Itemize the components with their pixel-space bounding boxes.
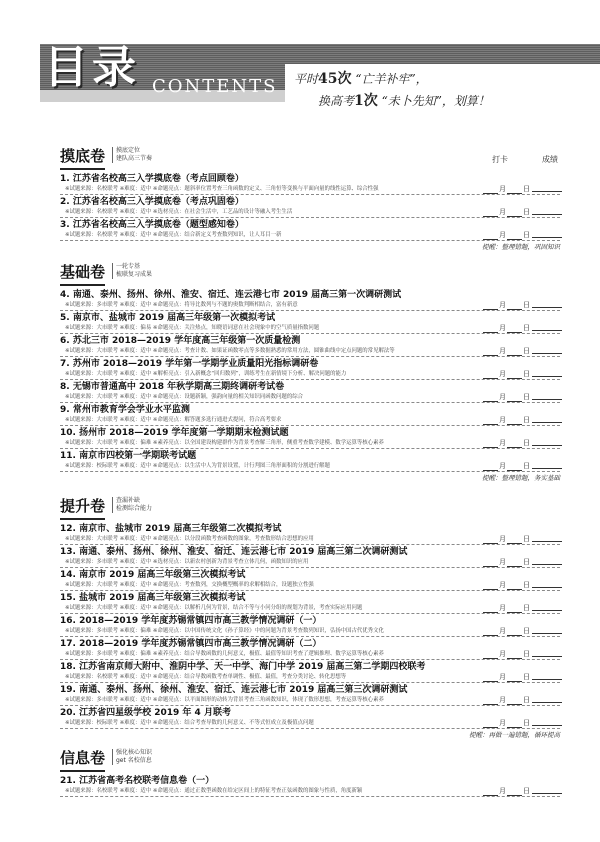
month-label: 月 bbox=[499, 581, 506, 589]
day-blank bbox=[507, 232, 522, 240]
paper-meta: ※试题来源：名校联考 ※难度：适中 ※命题亮点：题斜率位置考查三角函数的定义、三角恒等变换与平面向量的线性运算、综合性强 bbox=[65, 186, 379, 192]
paper-name: 南京市、盐城市 2019 届高三年级第一次模拟考试 bbox=[72, 313, 276, 323]
score-field[interactable] bbox=[532, 541, 562, 542]
list-item[interactable] bbox=[60, 311, 560, 334]
paper-number: 1 bbox=[60, 174, 67, 184]
section-subtitle-line-2: 梳联复习成果 bbox=[116, 271, 153, 278]
paper-number: 6 bbox=[60, 336, 67, 346]
section-header bbox=[60, 748, 560, 774]
punch-date-field[interactable] bbox=[482, 184, 530, 194]
paper-name: 江苏省名校高三入学摸底卷（考点回顾卷） bbox=[72, 174, 244, 184]
paper-name: 扬州市 2018—2019 学年度第一学期期末检测试题 bbox=[79, 428, 289, 438]
day-label: 日 bbox=[523, 604, 530, 612]
paper-title[interactable]: 20. 江苏省四星级学校 2019 年 4 月联考 bbox=[60, 708, 231, 718]
paper-meta: ※试题来源：大市联考 ※难度：适中 ※命题亮点：考查数列，交换概型概率的求解相结合，设题独立性强 bbox=[65, 582, 314, 588]
month-label: 月 bbox=[499, 416, 506, 424]
month-blank bbox=[483, 302, 498, 310]
month-label: 月 bbox=[499, 231, 506, 239]
section-tip bbox=[60, 241, 560, 253]
day-blank bbox=[507, 302, 522, 310]
punch-date-field[interactable] bbox=[482, 369, 530, 379]
paper-meta: ※试题来源：大市联考 ※难度：适中 ※命题亮点：以分段函数考查函数的图象，考查数形结合思想的应用 bbox=[65, 536, 314, 542]
paper-meta: ※试题来源：大市联考 ※难度：适中 ※命题亮点：解答题多选行通进式提问，符合高考要求 bbox=[65, 417, 282, 423]
month-blank bbox=[483, 417, 498, 425]
day-label: 日 bbox=[523, 581, 530, 589]
month-blank bbox=[483, 371, 498, 379]
month-blank bbox=[483, 536, 498, 544]
score-field[interactable] bbox=[532, 610, 562, 611]
score-field[interactable] bbox=[532, 702, 562, 703]
day-blank bbox=[507, 582, 522, 590]
paper-title[interactable]: 14. 南京市 2019 届高三年级第三次模拟考试 bbox=[60, 570, 246, 580]
paper-number: 13 bbox=[60, 547, 73, 557]
punch-date-field[interactable] bbox=[482, 415, 530, 425]
month-blank bbox=[483, 628, 498, 636]
paper-meta: ※试题来源：大市联考 ※难度：偏易 ※命题亮点：关注热点，知晓语词意在社会现象中的空气质量指数问题 bbox=[65, 325, 320, 331]
punch-date-field[interactable] bbox=[482, 580, 530, 590]
score-field[interactable] bbox=[532, 564, 562, 565]
paper-number: 15 bbox=[60, 593, 73, 603]
month-blank bbox=[483, 674, 498, 682]
score-field[interactable] bbox=[532, 330, 562, 331]
day-blank bbox=[507, 209, 522, 217]
score-field[interactable] bbox=[532, 445, 562, 446]
month-blank bbox=[483, 394, 498, 402]
paper-name: 常州市教育学会学业水平监测 bbox=[72, 405, 190, 415]
list-item[interactable] bbox=[60, 591, 560, 614]
section-tip-text: 提醒：整理错题，巩固知识 bbox=[482, 243, 560, 251]
day-label: 日 bbox=[523, 650, 530, 658]
paper-number: 2 bbox=[60, 197, 67, 207]
month-label: 月 bbox=[499, 393, 506, 401]
paper-title[interactable]: 3. 江苏省名校高三入学摸底卷（题型感知卷） bbox=[60, 220, 244, 230]
paper-name: 南通、泰州、扬州、徐州、淮安、宿迁、连云港七市 2019 届高三第二次调研测试 bbox=[79, 547, 408, 557]
section-subtitle-line-2: 检测综合能力 bbox=[116, 505, 153, 512]
day-label: 日 bbox=[523, 231, 530, 239]
section-tisheng bbox=[60, 496, 560, 741]
section-subtitle-line-2: get 名校信息 bbox=[116, 757, 152, 764]
day-blank bbox=[507, 325, 522, 333]
paper-number: 20 bbox=[60, 708, 73, 718]
day-label: 日 bbox=[523, 719, 530, 727]
day-label: 日 bbox=[523, 696, 530, 704]
paper-number: 4 bbox=[60, 290, 67, 300]
day-blank bbox=[507, 674, 522, 682]
paper-meta: ※试题来源：多市联考 ※难度：适中 ※选材亮点：以新农村创新为背景考查立体几何，函数知识的应用 bbox=[65, 559, 309, 565]
list-item[interactable] bbox=[60, 545, 560, 568]
score-field[interactable] bbox=[532, 468, 562, 469]
day-blank bbox=[507, 371, 522, 379]
list-item[interactable] bbox=[60, 774, 560, 797]
paper-number: 16 bbox=[60, 616, 73, 626]
paper-number: 3 bbox=[60, 220, 67, 230]
paper-meta: ※试题来源：多市联考 ※难度：适中 ※命题亮点：以平面图形的动转为背景考查三角函数知识，体现了数形思想，考查运算等核心素养 bbox=[65, 697, 384, 703]
score-field[interactable] bbox=[532, 191, 562, 192]
paper-title[interactable]: 16. 2018—2019 学年度苏锡常镇四市高三教学情况调研（一） bbox=[60, 616, 322, 626]
paper-meta: ※试题来源：名校联考 ※难度：适中 ※命题亮点：通过正数型函数在给定区间上的特征考查正弦函数的图象与性质，角度新颖 bbox=[65, 788, 363, 794]
paper-name: 南京市四校第一学期联考试题 bbox=[79, 451, 197, 461]
day-label: 日 bbox=[523, 535, 530, 543]
list-item[interactable] bbox=[60, 683, 560, 706]
section-subtitle-line-2: 建队高三节奏 bbox=[116, 155, 153, 162]
column-header-score: 成绩 bbox=[542, 155, 558, 164]
paper-name: 南通、泰州、扬州、徐州、淮安、宿迁、连云港七市 2019 届高三第三次调研测试 bbox=[79, 685, 408, 695]
paper-meta: ※试题来源：大市联考 ※难度：适中 ※命题亮点：考查计数、如果证函数零点等多数据熟悉的常用方法，圆锥曲线中定点问题的常见解法等 bbox=[65, 348, 395, 354]
month-label: 月 bbox=[499, 650, 506, 658]
punch-date-field[interactable] bbox=[482, 718, 530, 728]
month-blank bbox=[483, 582, 498, 590]
month-blank bbox=[483, 440, 498, 448]
month-label: 月 bbox=[499, 439, 506, 447]
score-field[interactable] bbox=[532, 376, 562, 377]
month-label: 月 bbox=[499, 535, 506, 543]
day-blank bbox=[507, 348, 522, 356]
day-label: 日 bbox=[523, 370, 530, 378]
day-label: 日 bbox=[523, 787, 530, 795]
month-blank bbox=[483, 697, 498, 705]
day-blank bbox=[507, 417, 522, 425]
month-label: 月 bbox=[499, 462, 506, 470]
paper-number: 8 bbox=[60, 382, 67, 392]
list-item[interactable] bbox=[60, 357, 560, 380]
punch-date-field[interactable] bbox=[482, 300, 530, 310]
day-label: 日 bbox=[523, 208, 530, 216]
month-label: 月 bbox=[499, 185, 506, 193]
list-item[interactable] bbox=[60, 568, 560, 591]
day-blank bbox=[507, 651, 522, 659]
score-field[interactable] bbox=[532, 237, 562, 238]
paper-title[interactable]: 18. 江苏省南京师大附中、淮阴中学、天一中学、海门中学 2019 届高三第二学期四校联考 bbox=[60, 662, 426, 672]
list-item[interactable] bbox=[60, 522, 560, 545]
column-header-punch: 打卡 bbox=[492, 155, 508, 164]
month-label: 月 bbox=[499, 627, 506, 635]
section-jichu bbox=[60, 262, 560, 484]
list-item[interactable] bbox=[60, 706, 560, 729]
section-header bbox=[60, 496, 560, 522]
section-tip-text: 提醒：整理错题，务实基础 bbox=[482, 474, 560, 482]
section-title: 信息卷 bbox=[60, 748, 105, 772]
list-item[interactable] bbox=[60, 288, 560, 311]
day-label: 日 bbox=[523, 185, 530, 193]
paper-title[interactable]: 7. 苏州市 2018—2019 学年第一学期学业质量阳光指标调研卷 bbox=[60, 359, 319, 369]
day-blank bbox=[507, 440, 522, 448]
paper-name: 江苏省四星级学校 2019 年 4 月联考 bbox=[79, 708, 231, 718]
month-label: 月 bbox=[499, 558, 506, 566]
paper-name: 江苏省名校高三入学摸底卷（题型感知卷） bbox=[72, 220, 244, 230]
day-blank bbox=[507, 697, 522, 705]
section-tip bbox=[60, 472, 560, 484]
page-title: 目录 bbox=[44, 42, 140, 93]
paper-number: 7 bbox=[60, 359, 67, 369]
paper-name: 南京市、盐城市 2019 届高三年级第二次模拟考试 bbox=[79, 524, 282, 534]
paper-title[interactable]: 1. 江苏省名校高三入学摸底卷（考点回顾卷） bbox=[60, 174, 244, 184]
paper-number: 18 bbox=[60, 662, 73, 672]
paper-name: 盐城市 2019 届高三年级第三次模拟考试 bbox=[79, 593, 246, 603]
score-field[interactable] bbox=[532, 679, 562, 680]
day-blank bbox=[507, 628, 522, 636]
paper-title[interactable]: 15. 盐城市 2019 届高三年级第三次模拟考试 bbox=[60, 593, 246, 603]
list-item[interactable] bbox=[60, 660, 560, 683]
section-xinxi bbox=[60, 748, 560, 797]
list-item[interactable] bbox=[60, 637, 560, 660]
month-blank bbox=[483, 232, 498, 240]
paper-title[interactable]: 13. 南通、泰州、扬州、徐州、淮安、宿迁、连云港七市 2019 届高三第二次调研测试 bbox=[60, 547, 408, 557]
paper-number: 17 bbox=[60, 639, 73, 649]
month-label: 月 bbox=[499, 324, 506, 332]
slogan-line-2: 换高考1次 “未卜先知”，划算！ bbox=[318, 93, 490, 109]
paper-title[interactable]: 19. 南通、泰州、扬州、徐州、淮安、宿迁、连云港七市 2019 届高三第三次调研测试 bbox=[60, 685, 408, 695]
section-subtitle-line-1: 查漏补缺 bbox=[116, 497, 141, 504]
paper-name: 无锡市普通高中 2018 年秋学期高三期终调研考试卷 bbox=[72, 382, 285, 392]
list-item[interactable] bbox=[60, 380, 560, 403]
score-field[interactable] bbox=[532, 399, 562, 400]
paper-number: 5 bbox=[60, 313, 67, 323]
list-item[interactable] bbox=[60, 218, 560, 241]
section-subtitle bbox=[112, 147, 152, 163]
day-label: 日 bbox=[523, 439, 530, 447]
punch-date-field[interactable] bbox=[482, 786, 530, 796]
paper-name: 南京市 2019 届高三年级第三次模拟考试 bbox=[79, 570, 246, 580]
paper-meta: ※试题来源：名校联考 ※难度：适中 ※命题亮点：结合新定义考查数列知识，让人耳目一新 bbox=[65, 232, 282, 238]
day-label: 日 bbox=[523, 393, 530, 401]
paper-number: 10 bbox=[60, 428, 73, 438]
day-label: 日 bbox=[523, 324, 530, 332]
paper-title[interactable]: 9. 常州市教育学会学业水平监测 bbox=[60, 405, 190, 415]
paper-name: 江苏省高考名校联考信息卷（一） bbox=[79, 776, 215, 786]
day-label: 日 bbox=[523, 673, 530, 681]
score-field[interactable] bbox=[532, 793, 562, 794]
score-field[interactable] bbox=[532, 656, 562, 657]
score-field[interactable] bbox=[532, 353, 562, 354]
section-subtitle-line-1: 摸底定位 bbox=[116, 147, 141, 154]
day-label: 日 bbox=[523, 347, 530, 355]
punch-date-field[interactable] bbox=[482, 346, 530, 356]
paper-title[interactable]: 10. 扬州市 2018—2019 学年度第一学期期末检测试题 bbox=[60, 428, 289, 438]
score-field[interactable] bbox=[532, 214, 562, 215]
list-item[interactable] bbox=[60, 172, 560, 195]
section-tip bbox=[60, 729, 560, 741]
paper-title[interactable]: 4. 南通、泰州、扬州、徐州、淮安、宿迁、连云港七市 2019 届高三第一次调研测试 bbox=[60, 290, 402, 300]
paper-name: 苏州市 2018—2019 学年第一学期学业质量阳光指标调研卷 bbox=[72, 359, 319, 369]
punch-date-field[interactable] bbox=[482, 461, 530, 471]
day-blank bbox=[507, 720, 522, 728]
paper-title[interactable]: 17. 2018—2019 学年度苏锡常镇四市高三教学情况调研（二） bbox=[60, 639, 322, 649]
slogan-line-1: 平时45次 “亡羊补牢”， bbox=[294, 71, 428, 87]
section-modi bbox=[60, 146, 560, 253]
paper-meta: ※试题来源：校际联考 ※难度：适中 ※命题亮点：结合考查导数的几何意义、不等式恒成立及极值点问题 bbox=[65, 720, 314, 726]
month-label: 月 bbox=[499, 301, 506, 309]
paper-title[interactable]: 21. 江苏省高考名校联考信息卷（一） bbox=[60, 776, 215, 786]
paper-name: 南通、泰州、扬州、徐州、淮安、宿迁、连云港七市 2019 届高三第一次调研测试 bbox=[72, 290, 402, 300]
day-blank bbox=[507, 186, 522, 194]
month-blank bbox=[483, 325, 498, 333]
month-blank bbox=[483, 463, 498, 471]
day-label: 日 bbox=[523, 416, 530, 424]
month-blank bbox=[483, 788, 498, 796]
day-blank bbox=[507, 605, 522, 613]
section-subtitle bbox=[112, 749, 152, 765]
paper-title[interactable]: 5. 南京市、盐城市 2019 届高三年级第一次模拟考试 bbox=[60, 313, 276, 323]
month-label: 月 bbox=[499, 604, 506, 612]
month-blank bbox=[483, 651, 498, 659]
paper-number: 19 bbox=[60, 685, 73, 695]
month-label: 月 bbox=[499, 673, 506, 681]
paper-meta: ※试题来源：多市联考 ※难度：适中 ※命题亮点：将导比数列与不题的奥数判断相结合，富有新意 bbox=[65, 302, 298, 308]
paper-meta: ※试题来源：名校联考 ※难度：适中 ※命题亮点：结合导数函数考查单调性、极值、最值，考查分类讨论、转化思想等 bbox=[65, 674, 347, 680]
paper-name: 2018—2019 学年度苏锡常镇四市高三教学情况调研（一） bbox=[79, 616, 322, 626]
paper-meta: ※试题来源：多市联考 ※难度：偏难 ※命题亮点：以中国传统文化《孙子算经》中的问题为背景考查数列知识，弘扬中国古代优秀文化 bbox=[65, 628, 384, 634]
paper-number: 9 bbox=[60, 405, 67, 415]
paper-meta: ※试题来源：校际联考 ※难度：适中 ※命题亮点：以生活中人为背景设置，计行判图三角形面积的分割进行解题 bbox=[65, 463, 330, 469]
month-blank bbox=[483, 209, 498, 217]
score-field[interactable] bbox=[532, 587, 562, 588]
list-item[interactable] bbox=[60, 614, 560, 637]
day-blank bbox=[507, 559, 522, 567]
paper-meta: ※试题来源：多市联考 ※难度：偏难 ※素养亮点：结合导数函数的几何意义，极值、最值等知识考查了逻辑推理、数学运算等核心素养 bbox=[65, 651, 384, 657]
month-label: 月 bbox=[499, 208, 506, 216]
month-blank bbox=[483, 348, 498, 356]
month-label: 月 bbox=[499, 696, 506, 704]
list-item[interactable] bbox=[60, 426, 560, 449]
list-item[interactable] bbox=[60, 195, 560, 218]
punch-date-field[interactable] bbox=[482, 649, 530, 659]
punch-date-field[interactable] bbox=[482, 230, 530, 240]
paper-number: 12 bbox=[60, 524, 73, 534]
paper-name: 2018—2019 学年度苏锡常镇四市高三教学情况调研（二） bbox=[79, 639, 322, 649]
punch-date-field[interactable] bbox=[482, 392, 530, 402]
punch-date-field[interactable] bbox=[482, 323, 530, 333]
paper-number: 21 bbox=[60, 776, 73, 786]
section-tip-text: 提醒：再做一遍错题，循环提高 bbox=[469, 731, 560, 739]
month-blank bbox=[483, 720, 498, 728]
month-label: 月 bbox=[499, 370, 506, 378]
score-field[interactable] bbox=[532, 725, 562, 726]
section-header bbox=[60, 146, 560, 172]
section-title: 基础卷 bbox=[60, 262, 105, 286]
day-blank bbox=[507, 788, 522, 796]
section-subtitle bbox=[112, 497, 152, 513]
punch-date-field[interactable] bbox=[482, 626, 530, 636]
list-item[interactable] bbox=[60, 334, 560, 357]
paper-title[interactable]: 2. 江苏省名校高三入学摸底卷（考点巩固卷） bbox=[60, 197, 244, 207]
day-label: 日 bbox=[523, 462, 530, 470]
score-field[interactable] bbox=[532, 307, 562, 308]
punch-date-field[interactable] bbox=[482, 557, 530, 567]
score-field[interactable] bbox=[532, 633, 562, 634]
list-item[interactable] bbox=[60, 449, 560, 472]
paper-title[interactable]: 6. 苏北三市 2018—2019 学年度高三年级第一次质量检测 bbox=[60, 336, 301, 346]
paper-name: 江苏省南京师大附中、淮阴中学、天一中学、海门中学 2019 届高三第二学期四校联考 bbox=[79, 662, 426, 672]
section-subtitle-line-1: 一轮专基 bbox=[116, 263, 141, 270]
month-label: 月 bbox=[499, 719, 506, 727]
punch-date-field[interactable] bbox=[482, 207, 530, 217]
punch-date-field[interactable] bbox=[482, 534, 530, 544]
punch-date-field[interactable] bbox=[482, 438, 530, 448]
day-blank bbox=[507, 394, 522, 402]
paper-meta: ※试题来源：大市联考 ※难度：适中 ※解析亮点：引入新概念“回归数列”，训练考生在新情境下分析、解决问题的能力 bbox=[65, 371, 347, 377]
day-label: 日 bbox=[523, 627, 530, 635]
day-blank bbox=[507, 536, 522, 544]
paper-title[interactable]: 11. 南京市四校第一学期联考试题 bbox=[60, 451, 197, 461]
paper-name: 苏北三市 2018—2019 学年度高三年级第一次质量检测 bbox=[72, 336, 301, 346]
month-label: 月 bbox=[499, 347, 506, 355]
paper-meta: ※试题来源：大市联考 ※难度：适中 ※命题亮点：设题新颖，强韵向量的相关知识同函数问题的综合 bbox=[65, 394, 303, 400]
day-blank bbox=[507, 463, 522, 471]
punch-date-field[interactable] bbox=[482, 603, 530, 613]
paper-name: 江苏省名校高三入学摸底卷（考点巩固卷） bbox=[72, 197, 244, 207]
list-item[interactable] bbox=[60, 403, 560, 426]
paper-number: 14 bbox=[60, 570, 73, 580]
punch-date-field[interactable] bbox=[482, 695, 530, 705]
paper-meta: ※试题来源：大市联考 ※难度：适中 ※命题亮点：以解析几何为背景，结合不等与小问分组的规划为背景，考查实际应用问题 bbox=[65, 605, 363, 611]
paper-number: 11 bbox=[60, 451, 73, 461]
paper-meta: ※试题来源：名校联考 ※难度：适中 ※选材亮点：在社会生活中，工艺品的设计等融入考生生活 bbox=[65, 209, 293, 215]
section-title: 摸底卷 bbox=[60, 146, 105, 170]
paper-title[interactable]: 8. 无锡市普通高中 2018 年秋学期高三期终调研考试卷 bbox=[60, 382, 285, 392]
section-header bbox=[60, 262, 560, 288]
contents-label: CONTENTS bbox=[152, 76, 278, 97]
day-label: 日 bbox=[523, 558, 530, 566]
section-title: 提升卷 bbox=[60, 496, 105, 520]
month-blank bbox=[483, 605, 498, 613]
section-subtitle-line-1: 强化核心知识 bbox=[116, 749, 153, 756]
month-label: 月 bbox=[499, 787, 506, 795]
score-field[interactable] bbox=[532, 422, 562, 423]
punch-date-field[interactable] bbox=[482, 672, 530, 682]
day-label: 日 bbox=[523, 301, 530, 309]
month-blank bbox=[483, 186, 498, 194]
paper-meta: ※试题来源：大市联考 ※难度：偏难 ※素养亮点：以全国建设构建群作为背景考查解三角形，侧重考查数学建模、数学运算等核心素养 bbox=[65, 440, 384, 446]
header bbox=[0, 0, 600, 118]
section-subtitle bbox=[112, 263, 152, 279]
month-blank bbox=[483, 559, 498, 567]
paper-title[interactable]: 12. 南京市、盐城市 2019 届高三年级第二次模拟考试 bbox=[60, 524, 282, 534]
